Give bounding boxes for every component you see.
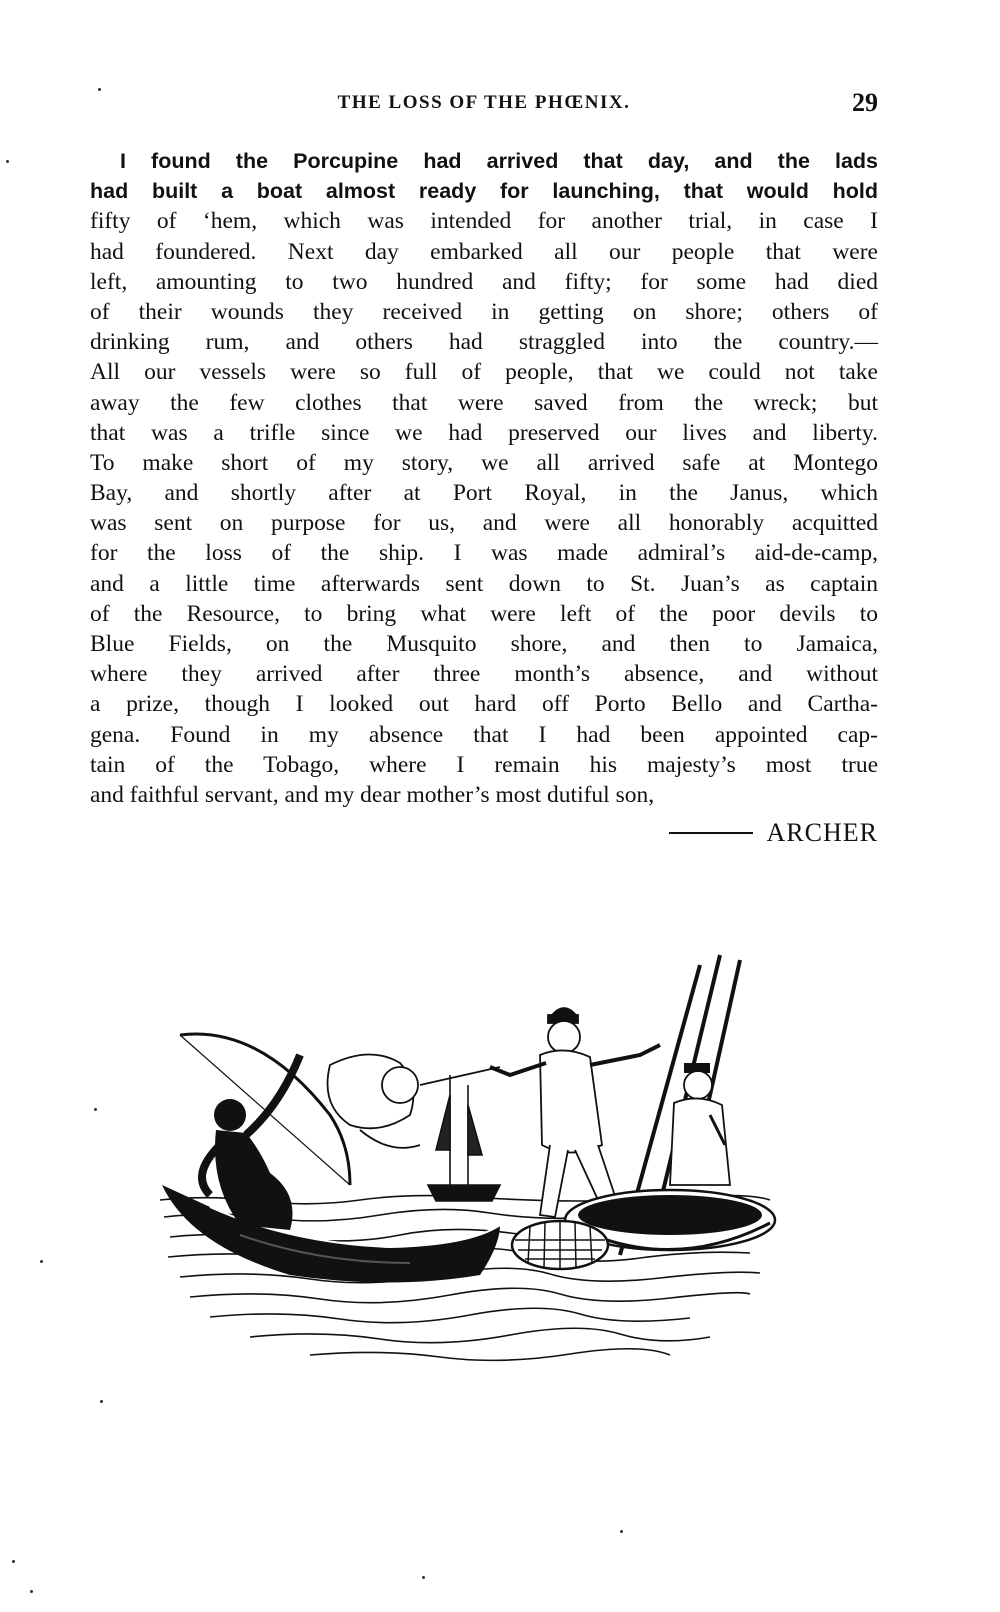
text-line: fifty of ‘hem, which was intended for another trial, in case I <box>90 208 878 235</box>
text-line: and faithful servant, and my dear mother’s most dutiful son, <box>90 781 655 808</box>
scan-speck <box>422 1576 425 1579</box>
text-line: Bay, and shortly after at Port Royal, in the Janus, which <box>90 480 878 507</box>
text-line: left, amounting to two hundred and fifty; for some had died <box>90 268 878 295</box>
scan-speck <box>98 88 101 91</box>
text-line: was sent on purpose for us, and were all honorably acquitted <box>90 510 878 537</box>
text-line: and a little time afterwards sent down to St. Juan’s as captain <box>90 570 878 597</box>
text-line: that was a trifle since we had preserved our lives and liberty. <box>90 419 878 446</box>
signature <box>669 818 878 848</box>
text-line: a prize, though I looked out hard off Porto Bello and Cartha- <box>90 691 878 718</box>
text-line: of their wounds they received in getting on shore; others of <box>90 298 878 325</box>
woodcut-illustration <box>150 945 780 1375</box>
scan-speck <box>94 1108 97 1111</box>
text-line: gena. Found in my absence that I had been appointed cap- <box>90 721 878 748</box>
running-head <box>90 88 878 122</box>
scan-speck <box>40 1260 43 1263</box>
running-title: THE LOSS OF THE PHŒNIX. <box>337 92 631 113</box>
text-line: Blue Fields, on the Musquito shore, and then to Jamaica, <box>90 631 878 657</box>
text-line: where they arrived after three month’s absence, and without <box>90 661 878 688</box>
text-line: To make short of my story, we all arrived safe at Montego <box>90 449 878 476</box>
scan-speck <box>12 1560 15 1563</box>
signature-dash <box>669 832 753 834</box>
body-text <box>90 146 878 810</box>
text-line: away the few clothes that were saved from the wreck; but <box>90 389 878 416</box>
text-line: had built a boat almost ready for launching, that would hold <box>90 179 878 204</box>
standing-sailor <box>490 1008 660 1217</box>
text-line: tain of the Tobago, where I remain his majesty’s most true <box>90 751 878 778</box>
scan-speck <box>6 160 9 163</box>
text-line: drinking rum, and others had straggled into the country.— <box>90 329 878 356</box>
coracle <box>512 1221 608 1269</box>
text-line: of the Resource, to bring what were left of the poor devils to <box>90 600 878 627</box>
scan-speck <box>30 1590 33 1593</box>
page-number: 29 <box>852 88 878 117</box>
signature-name: ARCHER <box>766 818 878 847</box>
distant-ship <box>428 1075 500 1201</box>
text-line: All our vessels were so full of people, that we could not take <box>90 359 878 386</box>
text-line: I found the Porcupine had arrived that day, and the lads <box>120 149 878 173</box>
text-line: for the loss of the ship. I was made admiral’s aid-de-camp, <box>90 540 878 567</box>
text-line: had foundered. Next day embarked all our people that were <box>90 238 878 265</box>
scan-speck <box>100 1400 103 1403</box>
scan-speck <box>620 1530 623 1533</box>
